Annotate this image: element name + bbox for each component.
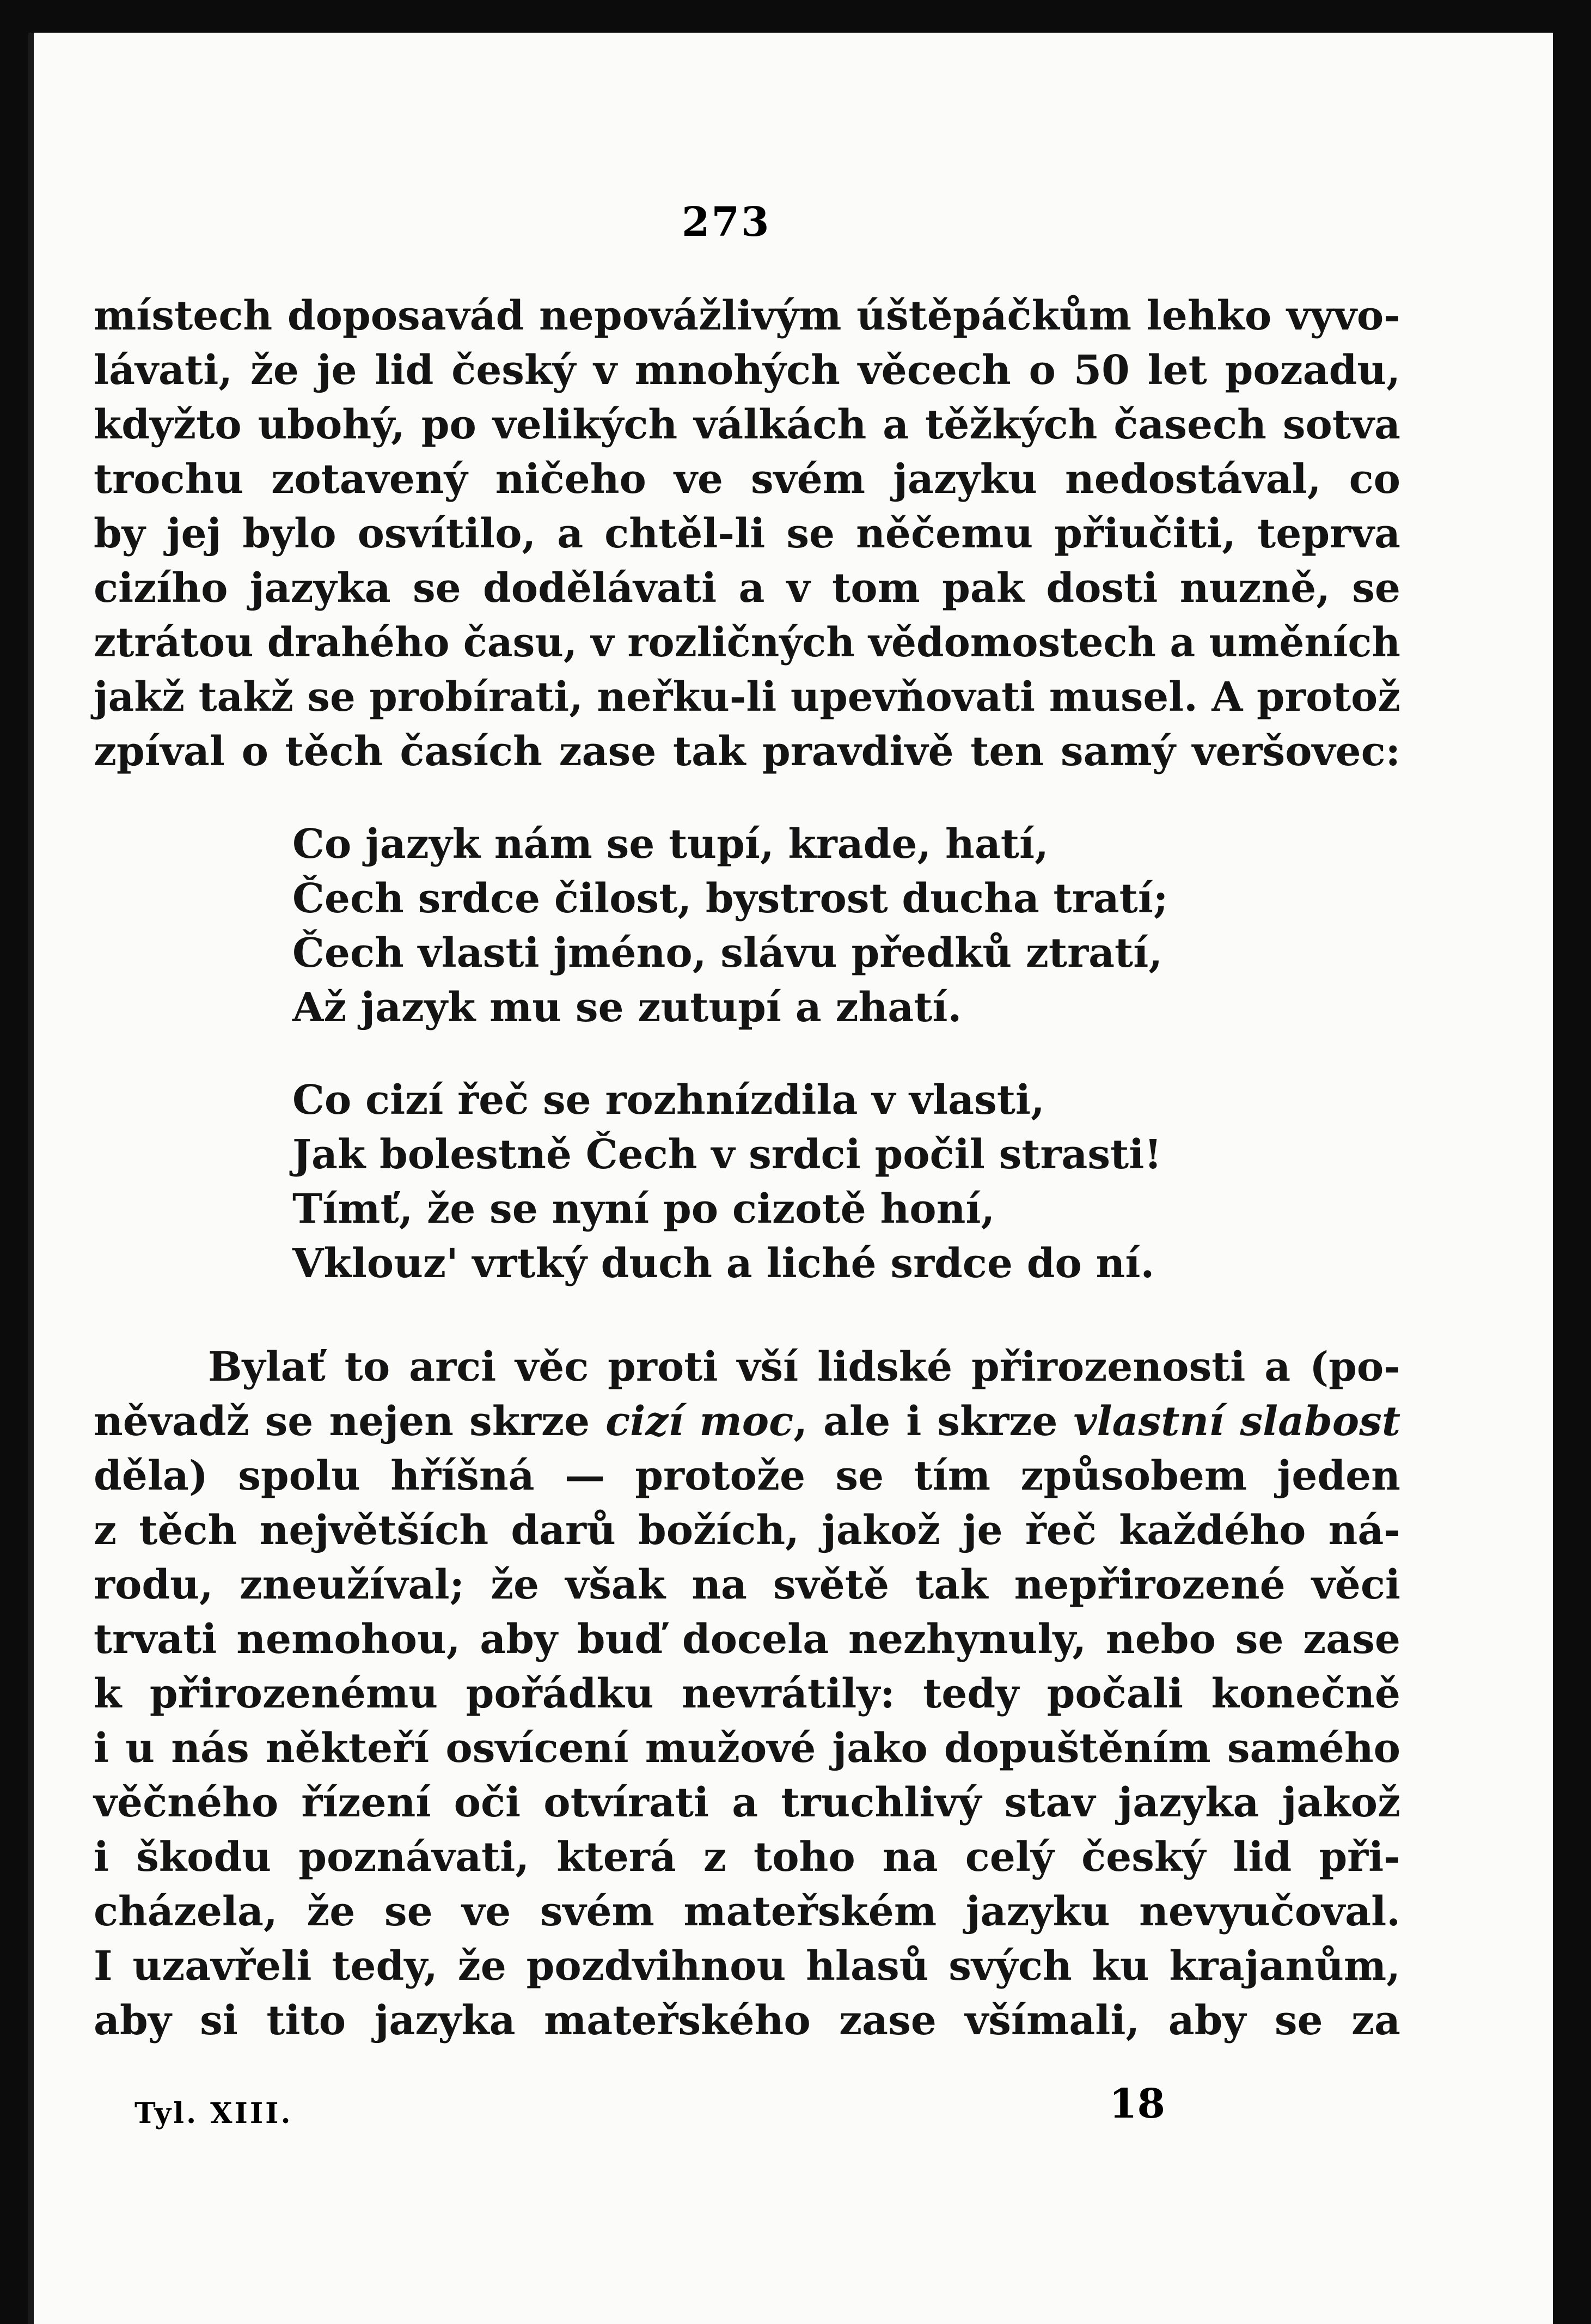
text-line: k přirozenému pořádku nevrátily: tedy počali konečně — [94, 1670, 1400, 1717]
text-line: cházela, že se ve svém mateřském jazyku nevyučoval. — [94, 1888, 1400, 1935]
text-line: lávati, že je lid český v mnohých věcech o 50 let pozadu, — [94, 347, 1400, 394]
page-number: 273 — [682, 199, 771, 246]
verse-line: Čech srdce čilost, bystrost ducha tratí; — [292, 875, 1168, 922]
signature-mark: Tyl. XIII. — [134, 2097, 293, 2130]
text-line: věčného řízení oči otvírati a truchlivý stav jazyka jakož — [94, 1779, 1400, 1826]
page-spine-edge — [28, 33, 34, 2324]
text-line: I uzavřeli tedy, že pozdvihnou hlasů svých ku krajanům, — [94, 1943, 1400, 1990]
text-line: trochu zotavený ničeho ve svém jazyku nedostával, co — [94, 456, 1400, 503]
text-line: ztrátou drahého času, v rozličných vědomostech a uměních — [94, 619, 1400, 666]
text-line: i škodu poznávati, která z toho na celý český lid při- — [94, 1834, 1400, 1881]
text-run: , ale i skrze — [793, 1398, 1074, 1445]
text-line: rodu, zneužíval; že však na světě tak nepřirozené věci — [94, 1561, 1400, 1608]
text-line: zpíval o těch časích zase tak pravdivě ten samý veršovec: — [94, 728, 1400, 775]
text-line: z těch největších darů božích, jakož je řeč každého ná- — [94, 1507, 1400, 1554]
book-page — [28, 33, 1553, 2324]
verse-line: Co cizí řeč se rozhnízdila v vlasti, — [292, 1077, 1045, 1124]
verse-line: Jak bolestně Čech v srdci počil strasti! — [292, 1131, 1162, 1178]
text-line: cizího jazyka se dodělávati a v tom pak dosti nuzně, se — [94, 565, 1400, 612]
sheet-number: 18 — [1109, 2081, 1165, 2127]
italic-text: cizí moc — [605, 1398, 794, 1445]
text-line: by jej bylo osvítilo, a chtěl-li se něčemu přiučiti, teprva — [94, 510, 1400, 557]
verse-line: Čech vlasti jméno, slávu předků ztratí, — [292, 930, 1163, 977]
text-line: místech doposavád nepovážlivým úštěpáčkům lehko vyvo- — [94, 292, 1400, 339]
text-line: i u nás někteří osvícení mužové jako dopuštěním samého — [94, 1725, 1400, 1772]
verse-line: Co jazyk nám se tupí, krade, hatí, — [292, 821, 1049, 868]
text-run: něvadž se nejen skrze — [94, 1398, 606, 1445]
verse-line: Až jazyk mu se zutupí a zhatí. — [292, 984, 962, 1031]
text-line: jakž takž se probírati, neřku-li upevňovati musel. A protož — [94, 674, 1400, 721]
text-line-with-italics — [94, 1394, 1400, 1449]
verse-line: Tímť, že se nyní po cizotě honí, — [292, 1186, 995, 1233]
text-line: Bylať to arci věc proti vší lidské přirozenosti a (po- — [208, 1344, 1400, 1390]
verse-line: Vklouz' vrtký duch a liché srdce do ní. — [292, 1240, 1155, 1287]
text-line: trvati nemohou, aby buď docela nezhynuly, nebo se zase — [94, 1616, 1400, 1663]
text-line: děla) spolu hříšná — protože se tím způsobem jeden — [94, 1453, 1400, 1499]
text-line: aby si tito jazyka mateřského zase všímali, aby se za — [94, 1997, 1400, 2044]
italic-text: vlastní slabost — [1073, 1398, 1401, 1445]
text-line: kdyžto ubohý, po velikých válkách a těžkých časech sotva — [94, 401, 1400, 448]
